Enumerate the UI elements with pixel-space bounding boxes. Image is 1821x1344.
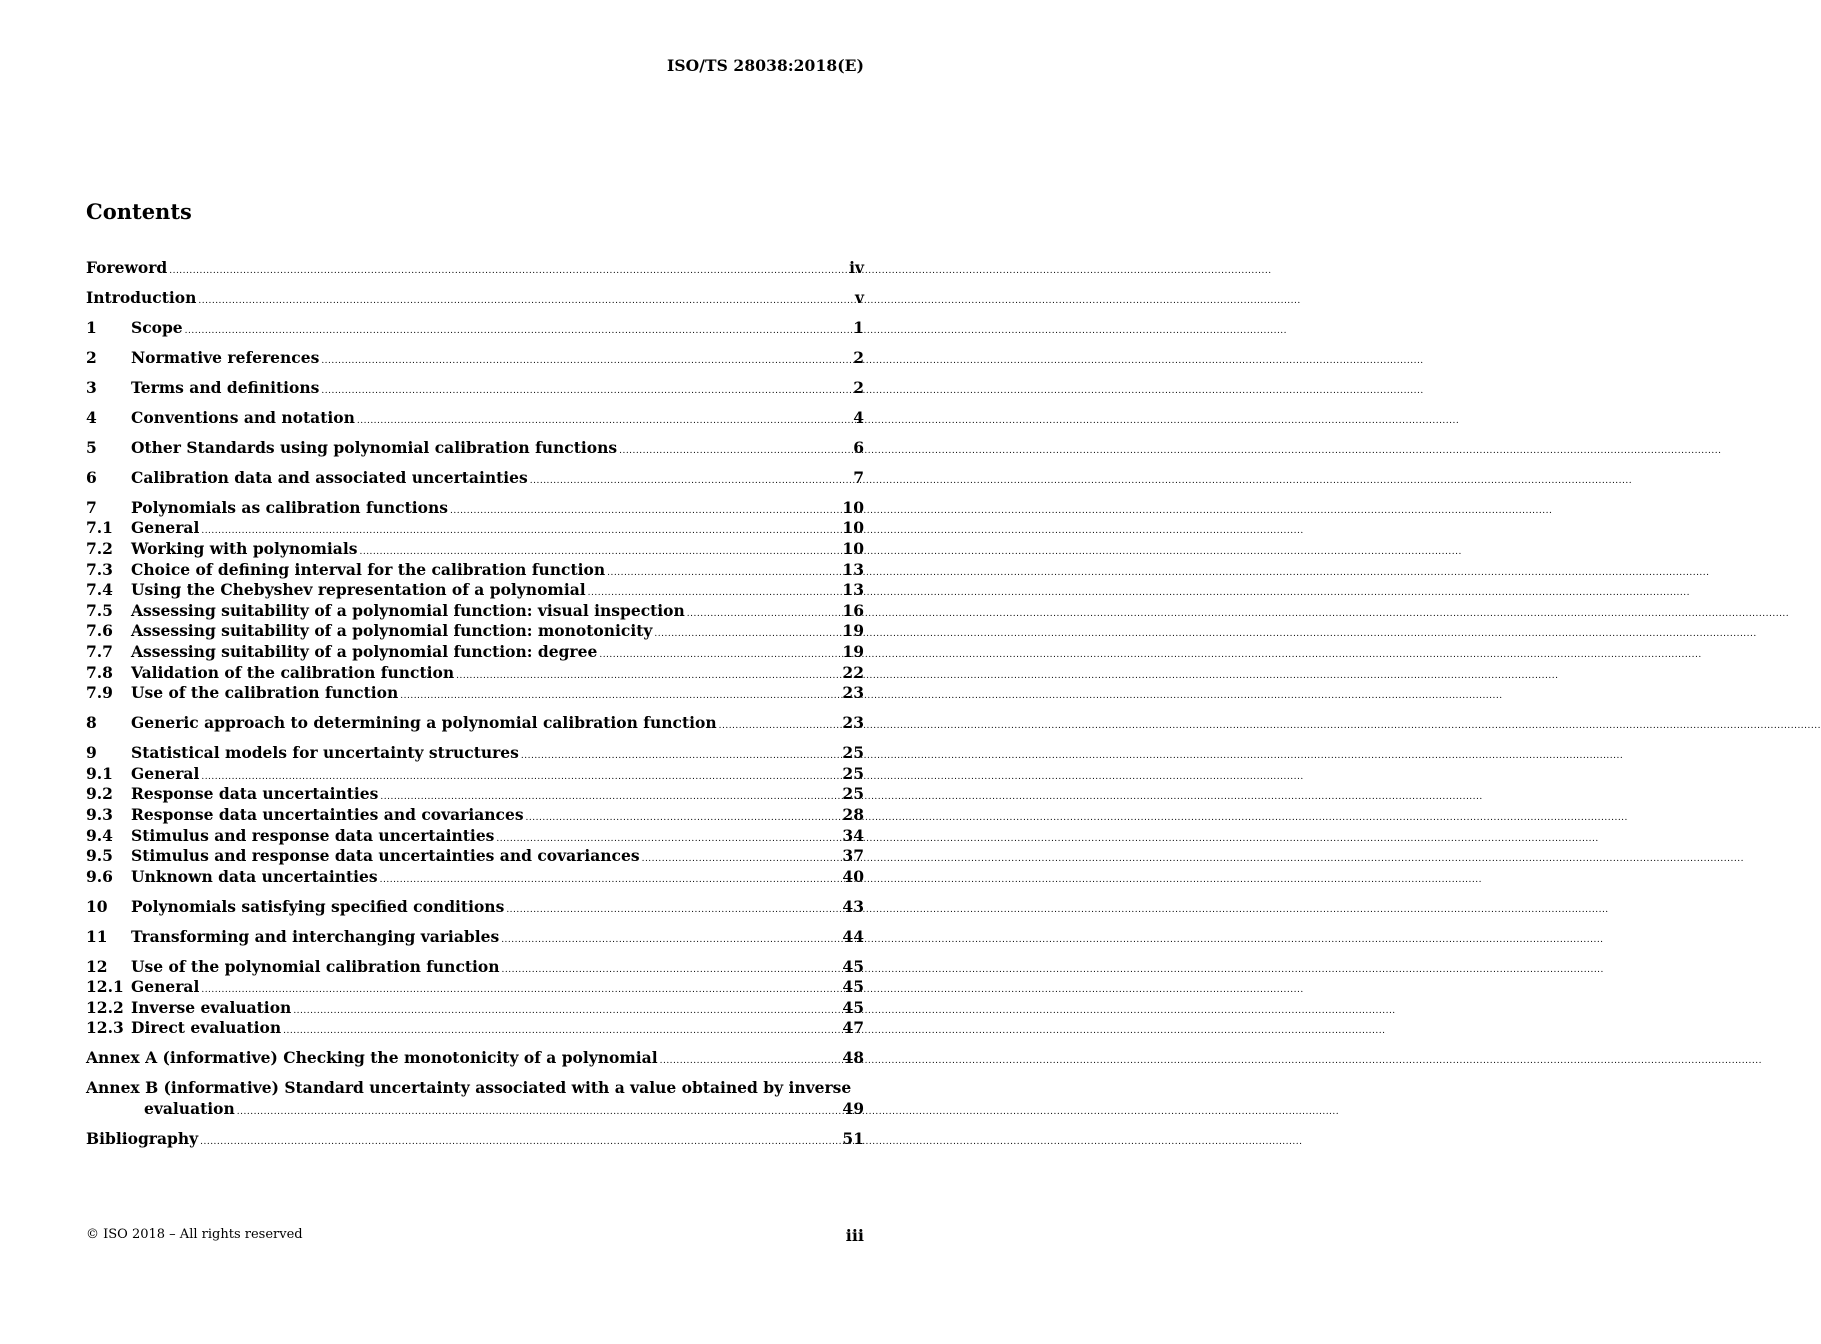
toc-entry[interactable] <box>86 539 864 560</box>
toc-entry[interactable] <box>86 977 864 998</box>
toc-entry[interactable] <box>86 713 864 734</box>
dot-leader <box>456 666 840 687</box>
toc-entry-title: Use of the calibration function <box>131 683 399 703</box>
toc-entry-number: 7.3 <box>86 559 113 579</box>
dot-leader <box>530 471 851 492</box>
toc-entry-page: 49 <box>842 1099 864 1119</box>
toc-entry-page: 47 <box>842 1018 864 1038</box>
toc-entry-number: 6 <box>86 467 97 487</box>
table-of-contents <box>86 258 864 1150</box>
toc-entry-number: 12.1 <box>86 977 124 997</box>
toc-entry-page: 23 <box>842 683 864 703</box>
toc-entry-number: 7.9 <box>86 683 113 703</box>
toc-entry-bibliography[interactable] <box>86 1129 864 1150</box>
toc-entry-number: 7.7 <box>86 642 113 662</box>
toc-entry-page: 10 <box>842 539 864 559</box>
toc-entry-number: 2 <box>86 347 97 367</box>
toc-entry[interactable] <box>86 683 864 704</box>
toc-entry[interactable] <box>86 743 864 764</box>
toc-entry-title-continued: evaluation <box>144 1099 235 1119</box>
toc-entry[interactable] <box>86 1018 864 1039</box>
toc-entry-title: Assessing suitability of a polynomial function: visual inspection <box>131 600 685 620</box>
toc-entry[interactable] <box>86 518 864 539</box>
toc-entry-number: 9.3 <box>86 804 113 824</box>
toc-entry-title: Annex A (informative) Checking the monotonicity of a polynomial <box>86 1048 658 1068</box>
toc-entry-page: v <box>854 287 864 307</box>
toc-entry-page: 37 <box>842 846 864 866</box>
toc-entry-title: Stimulus and response data uncertainties <box>131 825 495 845</box>
toc-entry-page: iv <box>849 258 864 277</box>
toc-entry-page: 2 <box>853 377 864 397</box>
toc-entry[interactable] <box>86 867 864 888</box>
toc-entry-title: Stimulus and response data uncertainties and covariances <box>131 846 640 866</box>
dot-leader <box>619 441 851 462</box>
toc-entry-number: 9.6 <box>86 866 113 886</box>
toc-entry-page: 48 <box>842 1048 864 1068</box>
toc-entry-page: 28 <box>842 804 864 824</box>
toc-entry-number: 8 <box>86 713 97 733</box>
toc-entry-page: 13 <box>842 580 864 600</box>
toc-entry[interactable] <box>86 288 864 309</box>
toc-entry-page: 19 <box>842 621 864 641</box>
toc-entry-page: 22 <box>842 662 864 682</box>
toc-entry-title: Polynomials satisfying specified conditions <box>131 896 505 916</box>
toc-entry-number: 9.2 <box>86 784 113 804</box>
toc-entry-title: Annex B (informative) Standard uncertainty associated with a value obtained by inverse <box>86 1078 852 1098</box>
toc-entry-title: General <box>131 518 200 538</box>
toc-entry[interactable] <box>86 784 864 805</box>
toc-entry-annex-b[interactable] <box>86 1078 864 1119</box>
toc-entry-page: 44 <box>842 926 864 946</box>
toc-entry-page: 25 <box>842 763 864 783</box>
toc-entry[interactable] <box>86 348 864 369</box>
toc-entry-number: 12 <box>86 956 108 976</box>
dot-leader <box>687 604 841 625</box>
toc-entry[interactable] <box>86 258 864 279</box>
toc-entry-title: Statistical models for uncertainty structures <box>131 743 519 763</box>
toc-entry-title: Foreword <box>86 258 168 277</box>
toc-entry-page: 23 <box>842 713 864 733</box>
toc-entry[interactable] <box>86 998 864 1019</box>
dot-leader <box>357 411 851 432</box>
toc-entry[interactable] <box>86 764 864 785</box>
toc-entry-page: 45 <box>842 977 864 997</box>
copyright-notice: © ISO 2018 – All rights reserved <box>86 1227 303 1242</box>
toc-entry[interactable] <box>86 642 864 663</box>
toc-entry-title: Scope <box>131 317 183 337</box>
dot-leader <box>169 261 847 282</box>
toc-entry-number: 9.1 <box>86 763 113 783</box>
dot-leader <box>502 960 841 981</box>
toc-entry[interactable] <box>86 805 864 826</box>
toc-entry-page: 34 <box>842 825 864 845</box>
toc-entry-title: Use of the polynomial calibration function <box>131 956 500 976</box>
page-number: iii <box>845 1226 864 1245</box>
dot-leader <box>283 1021 840 1042</box>
toc-entry-title: Choice of defining interval for the calibration function <box>131 559 606 579</box>
toc-entry-number: 9.4 <box>86 825 113 845</box>
toc-entry-number: 9 <box>86 743 97 763</box>
dot-leader <box>660 1051 841 1072</box>
toc-entry-title: Assessing suitability of a polynomial function: degree <box>131 642 598 662</box>
toc-entry-title: Other Standards using polynomial calibration functions <box>131 437 618 457</box>
toc-entry-page: 7 <box>853 467 864 487</box>
dot-leader <box>380 870 841 891</box>
toc-entry-title: General <box>131 977 200 997</box>
toc-entry[interactable] <box>86 826 864 847</box>
dot-leader <box>201 980 840 1001</box>
toc-entry[interactable] <box>86 378 864 399</box>
toc-entry-page: 16 <box>842 600 864 620</box>
toc-entry-title: Generic approach to determining a polynomial calibration function <box>131 713 717 733</box>
dot-leader <box>321 351 851 372</box>
toc-entry-title: Terms and definitions <box>131 377 320 397</box>
toc-entry-title: Assessing suitability of a polynomial function: monotonicity <box>131 621 653 641</box>
toc-entry[interactable] <box>86 468 864 489</box>
dot-leader <box>526 808 841 829</box>
toc-entry-title: Calibration data and associated uncertainties <box>131 467 528 487</box>
toc-entry-page: 51 <box>842 1129 864 1149</box>
dot-leader <box>506 900 840 921</box>
toc-entry-page: 45 <box>842 956 864 976</box>
dot-leader <box>607 563 840 584</box>
toc-entry-number: 10 <box>86 896 108 916</box>
toc-entry[interactable] <box>86 621 864 642</box>
toc-entry-number: 7.8 <box>86 662 113 682</box>
toc-entry-number: 7 <box>86 497 97 517</box>
toc-entry-number: 3 <box>86 377 97 397</box>
toc-entry-number: 7.4 <box>86 580 113 600</box>
toc-entry-page: 25 <box>842 784 864 804</box>
dot-leader <box>599 645 840 666</box>
toc-entry-number: 12.3 <box>86 1018 124 1038</box>
toc-entry-page: 19 <box>842 642 864 662</box>
toc-entry[interactable] <box>86 601 864 622</box>
toc-entry[interactable] <box>86 927 864 948</box>
toc-entry[interactable] <box>86 580 864 601</box>
toc-entry[interactable] <box>86 498 864 519</box>
dot-leader <box>400 686 840 707</box>
dot-leader <box>321 381 851 402</box>
dot-leader <box>654 624 840 645</box>
toc-entry-page: 13 <box>842 559 864 579</box>
toc-entry-title: Working with polynomials <box>131 539 358 559</box>
dot-leader <box>200 1132 840 1153</box>
toc-entry-page: 43 <box>842 896 864 916</box>
toc-entry-page: 10 <box>842 518 864 538</box>
toc-entry-number: 12.2 <box>86 997 124 1017</box>
toc-entry-title: Using the Chebyshev representation of a polynomial <box>131 580 586 600</box>
dot-leader <box>450 501 840 522</box>
toc-entry[interactable] <box>86 957 864 978</box>
toc-entry-page: 40 <box>842 866 864 886</box>
toc-entry[interactable] <box>86 560 864 581</box>
toc-entry-title: Response data uncertainties and covariances <box>131 804 524 824</box>
toc-entry-title: Direct evaluation <box>131 1018 282 1038</box>
toc-entry-number: 5 <box>86 437 97 457</box>
toc-entry-number: 7.2 <box>86 539 113 559</box>
toc-entry-number: 11 <box>86 926 108 946</box>
toc-entry-title: Response data uncertainties <box>131 784 379 804</box>
contents-heading: Contents <box>86 199 192 224</box>
toc-entry-title: Conventions and notation <box>131 407 355 427</box>
toc-entry-page: 25 <box>842 743 864 763</box>
toc-entry[interactable] <box>86 438 864 459</box>
toc-entry-title: General <box>131 763 200 783</box>
dot-leader <box>501 930 840 951</box>
toc-entry-page: 2 <box>853 347 864 367</box>
toc-entry-number: 1 <box>86 317 97 337</box>
toc-entry[interactable] <box>86 897 864 918</box>
toc-entry-number: 4 <box>86 407 97 427</box>
toc-entry[interactable] <box>86 318 864 339</box>
dot-leader <box>642 849 841 870</box>
dot-leader <box>198 291 853 312</box>
toc-entry-title: Normative references <box>131 347 320 367</box>
toc-entry-title: Introduction <box>86 287 197 307</box>
toc-entry-page: 45 <box>842 997 864 1017</box>
toc-entry-title: Validation of the calibration function <box>131 662 455 682</box>
toc-entry-number: 9.5 <box>86 846 113 866</box>
toc-entry-number: 7.5 <box>86 600 113 620</box>
toc-entry-title: Polynomials as calibration functions <box>131 497 448 517</box>
dot-leader <box>521 746 841 767</box>
toc-entry[interactable] <box>86 663 864 684</box>
toc-entry-title: Transforming and interchanging variables <box>131 926 500 946</box>
toc-entry-page: 1 <box>853 317 864 337</box>
toc-entry[interactable] <box>86 408 864 429</box>
dot-leader <box>293 1001 840 1022</box>
toc-entry-title: Inverse evaluation <box>131 997 292 1017</box>
document-id: ISO/TS 28038:2018(E) <box>667 56 864 75</box>
dot-leader <box>185 321 852 342</box>
dot-leader <box>237 1102 841 1123</box>
toc-entry-title: Unknown data uncertainties <box>131 866 378 886</box>
toc-entry[interactable] <box>86 1048 864 1069</box>
dot-leader <box>719 716 841 737</box>
toc-entry[interactable] <box>86 846 864 867</box>
toc-entry-title: Bibliography <box>86 1129 199 1149</box>
toc-entry-number: 7.1 <box>86 518 113 538</box>
toc-entry-number: 7.6 <box>86 621 113 641</box>
toc-entry-page: 6 <box>853 437 864 457</box>
toc-entry-page: 4 <box>853 407 864 427</box>
toc-entry-page: 10 <box>842 497 864 517</box>
